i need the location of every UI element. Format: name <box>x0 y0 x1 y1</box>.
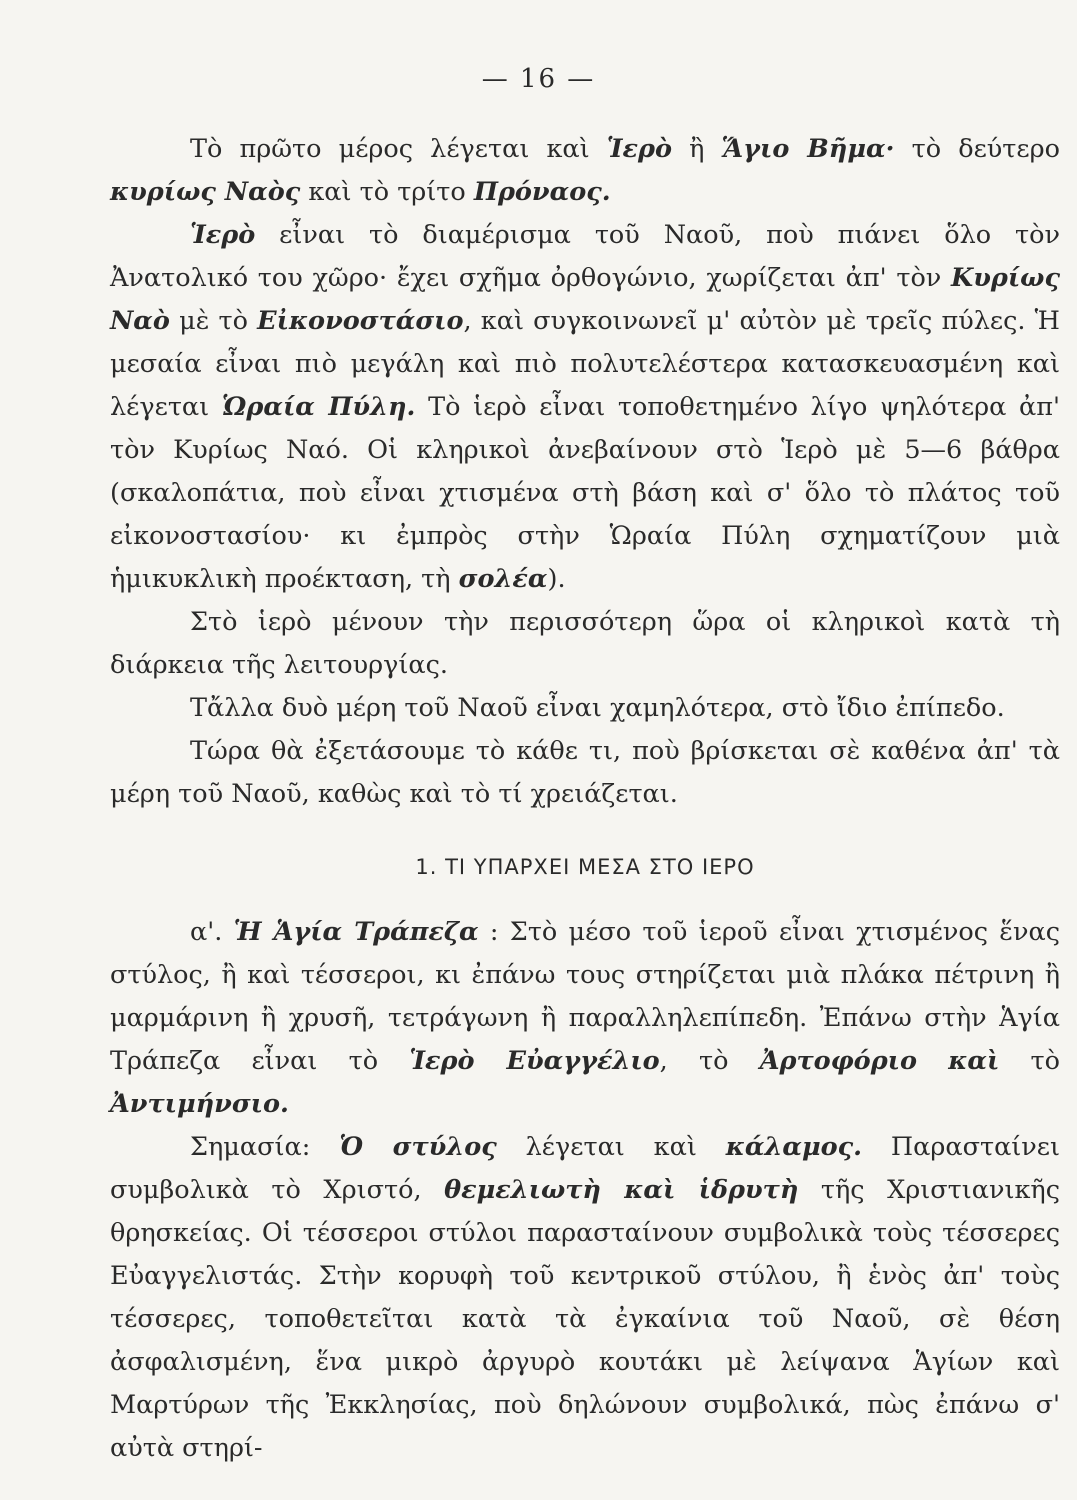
text-run: ἢ <box>671 134 722 164</box>
text-run: Σημασία: <box>190 1132 340 1162</box>
paragraph-2 <box>110 214 1060 601</box>
text-run: Παρασταίνει συμβολικὰ τὸ Χριστό, <box>110 1132 1061 1205</box>
emphasis: Ὡραία Πύλη. <box>221 392 416 422</box>
text-run: μὲ τὸ <box>169 306 258 336</box>
emphasis: Πρόναος. <box>473 177 611 207</box>
paragraph-6 <box>110 911 1060 1126</box>
emphasis: Εἰκονοστάσιο <box>257 306 464 336</box>
emphasis: Ἱερὸ <box>606 134 672 164</box>
emphasis: Κυρίως Ναὸ <box>110 263 1060 336</box>
page-number: — 16 — <box>481 64 596 94</box>
paragraph-3: Στὸ ἱερὸ μένουν τὴν περισσότερη ὥρα οἱ κληρικοὶ κατὰ τὴ διάρκεια τῆς λειτουργίας. <box>110 607 1060 680</box>
emphasis: κάλαμος. <box>725 1132 863 1162</box>
text-run: τὸ <box>999 1046 1061 1076</box>
emphasis: σολέα <box>458 564 548 594</box>
emphasis: Ἀρτοφόριο <box>759 1046 917 1076</box>
body-text <box>110 128 1060 1470</box>
text-run <box>917 1046 948 1076</box>
emphasis: Ἡ Ἁγία Τράπεζα <box>233 917 479 947</box>
paragraph-7 <box>110 1126 1060 1470</box>
text-run: λέγεται καὶ <box>496 1132 726 1162</box>
text-run: : Στὸ μέσο τοῦ ἱεροῦ εἶναι χτισμένος ἕνας στύλος, ἢ καὶ τέσσεροι, κι ἐπάνω τους στηρίζεται μιὰ πλάκα πέτρινη ἢ μαρμάρινη ἢ χρυσῆ, τετράγωνη ἢ παραλληλεπίπεδη. Ἐπάνω στὴν Ἁγία Τράπεζα εἶναι τὸ <box>110 917 1060 1076</box>
text-run: τῆς Χριστιανικῆς θρησκείας. Οἱ τέσσεροι στύλοι παρασταίνουν συμβολικὰ τοὺς τέσσερες Εὐαγγελιστάς. Στὴν κορυφὴ τοῦ κεντρικοῦ στύλου, ἢ ἑνὸς ἀπ' τοὺς τέσσερες, τοποθετεῖται κατὰ τὰ ἐγκαίνια τοῦ Ναοῦ, σὲ θέση ἀσφαλισμένη, ἕνα μικρὸ ἀργυρὸ κουτάκι μὲ λείψανα Ἁγίων καὶ Μαρτύρων τῆς Ἐκκλησίας, ποὺ δηλώνουν συμβολικά, πὼς ἐπάνω σ' αὐτὰ στηρί- <box>110 1175 1060 1463</box>
paragraph-1 <box>110 128 1060 214</box>
section-heading: 1. ΤΙ ΥΠΑΡΧΕΙ ΜΕΣΑ ΣΤΟ ΙΕΡΟ <box>415 855 755 879</box>
text-run: εἶναι τὸ διαμέρισμα τοῦ Ναοῦ, ποὺ πιάνει ὅλο τὸν Ἀνατολικό του χῶρο· ἔχει σχῆμα ὀρθογώνιο, χωρίζεται ἀπ' τὸν <box>110 220 1060 293</box>
text-run: Τὸ ἱερὸ εἶναι τοποθετημένο λίγο ψηλότερα ἀπ' τὸν Κυρίως Ναό. Οἱ κληρικοὶ ἀνεβαίνουν στὸ Ἱερὸ μὲ 5—6 βάθρα (σκαλοπάτια, ποὺ εἶναι χτισμένα στὴ βάση καὶ σ' ὅλο τὸ πλάτος τοῦ εἰκονοστασίου· κι ἐμπρὸς στὴν Ὡραία Πύλη σχηματίζουν μιὰ ἡμικυκλικὴ προέκταση, τὴ <box>110 392 1060 594</box>
emphasis: Ἱερὸ <box>190 220 256 250</box>
text-run: Τὸ πρῶτο μέρος λέγεται καὶ <box>190 134 607 164</box>
emphasis: Ἀντιμήνσιο. <box>110 1089 289 1119</box>
emphasis: Ἅγιο Βῆμα· <box>721 134 895 164</box>
emphasis: κυρίως Ναὸς <box>110 177 301 207</box>
emphasis: Ἱερὸ Εὐαγγέλιο <box>409 1046 660 1076</box>
text-run: ). <box>547 564 566 594</box>
text-run: , τὸ <box>659 1046 760 1076</box>
text-run: καὶ τὸ τρίτο <box>300 177 474 207</box>
text-run: τὸ δεύτερο <box>894 134 1060 164</box>
paragraph-4: Τἄλλα δυὸ μέρη τοῦ Ναοῦ εἶναι χαμηλότερα, στὸ ἴδιο ἐπίπεδο. <box>190 693 1005 723</box>
emphasis: καὶ <box>948 1046 1000 1076</box>
emphasis: θεμελιωτὴ καὶ ἱδρυτὴ <box>444 1175 799 1205</box>
paragraph-5: Τώρα θὰ ἐξετάσουμε τὸ κάθε τι, ποὺ βρίσκεται σὲ καθένα ἀπ' τὰ μέρη τοῦ Ναοῦ, καθὼς καὶ τὸ τί χρειάζεται. <box>110 736 1060 809</box>
emphasis: Ὁ στύλος <box>339 1132 497 1162</box>
text-run: α'. <box>190 917 234 947</box>
text-run: , καὶ συγκοινωνεῖ μ' αὐτὸν μὲ τρεῖς πύλες. Ἡ μεσαία εἶναι πιὸ μεγάλη καὶ πιὸ πολυτελέστερα κατασκευασμένη καὶ λέγεται <box>110 306 1060 422</box>
